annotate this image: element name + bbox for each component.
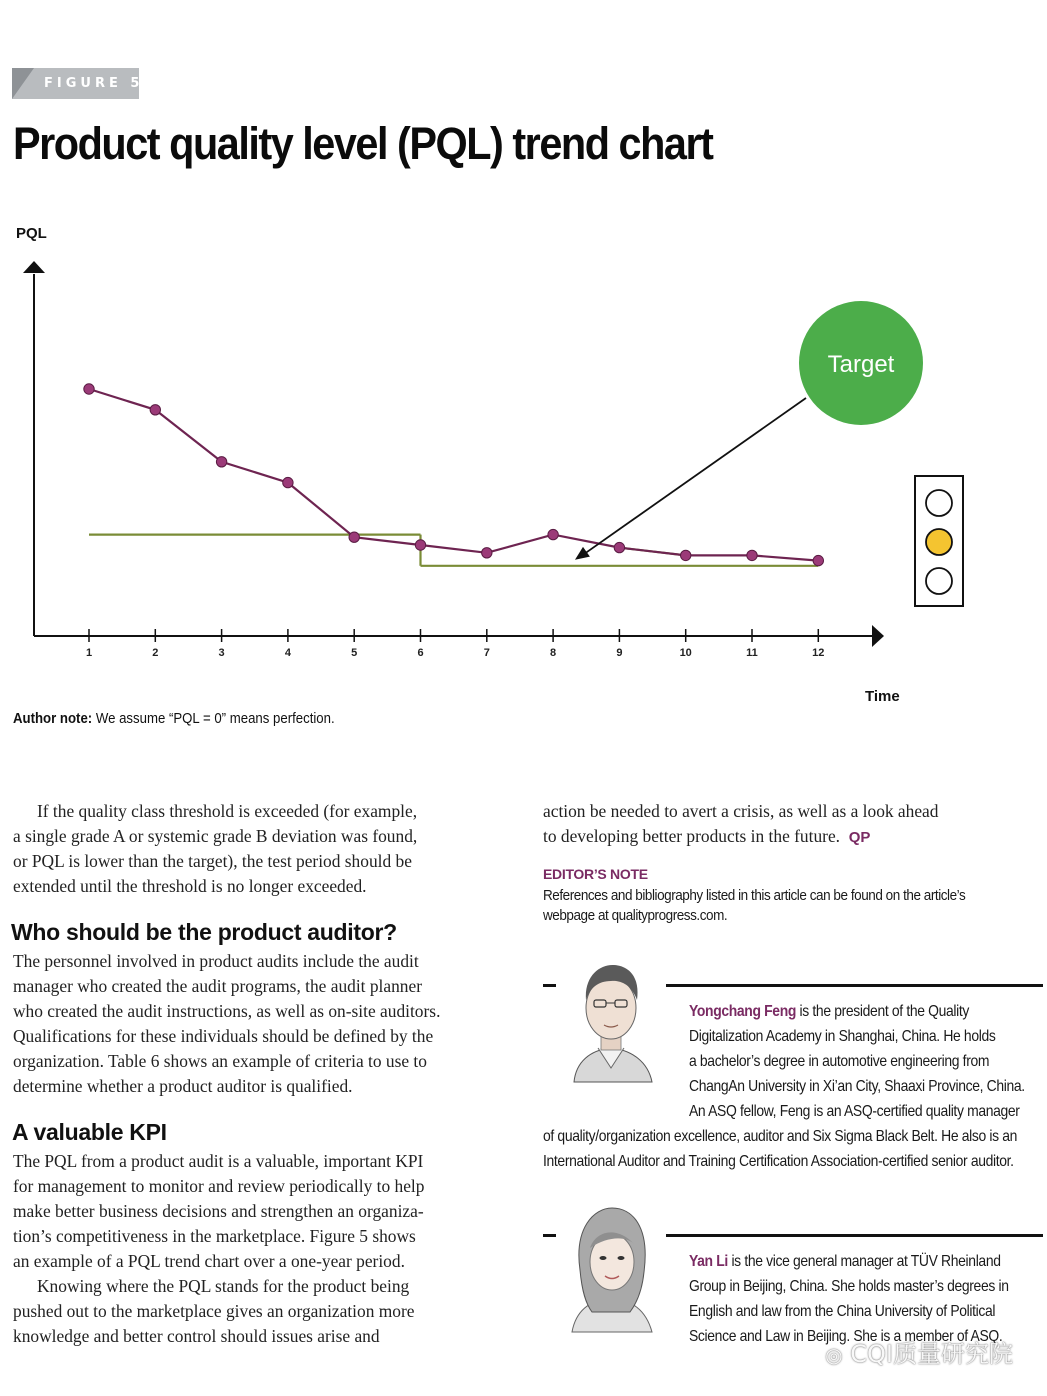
y-axis-arrow (23, 261, 45, 273)
pql-point (150, 405, 160, 415)
x-tick-label: 9 (616, 647, 623, 659)
heading-valuable-kpi: A valuable KPI (12, 1119, 167, 1145)
pql-point (482, 548, 492, 558)
heading-who-auditor: Who should be the product auditor? (11, 919, 397, 945)
left-paragraph-2: The personnel involved in product audits include the audit manager who created the audit programs, the audit planner who created the audit instructions, as well as on-site auditors. Qualifications for these individuals should be defined by the organization. Table 6 shows an example of criteria to use to determine whether a product auditor is qualified. (13, 951, 441, 1096)
bio-feng-part2: of quality/organization excellence, auditor and Six Sigma Black Belt. He also is an International Auditor and Training Certification Association-certified senior auditor. (543, 1128, 1018, 1170)
pql-point (216, 457, 226, 467)
figure-title: Product quality level (PQL) trend chart (13, 118, 713, 169)
x-tick-label: 7 (483, 647, 490, 659)
x-tick-label: 1 (85, 647, 93, 659)
pql-point (681, 550, 691, 560)
editors-note-text: References and bibliography listed in this article can be found on the article’s webpage at qualityprogress.com. (543, 887, 966, 924)
x-axis-label: Time (865, 688, 900, 705)
pql-point (415, 540, 425, 550)
left-paragraph-3: The PQL from a product audit is a valuable, important KPI for management to monitor and review periodically to help make better business decisions and strengthen an organiza- tion’s competitiveness in the marketplace. Figure 5 shows an example of a PQL trend chart over a one-year period. (13, 1151, 425, 1271)
pql-point (747, 550, 757, 560)
author-portrait-feng (556, 950, 666, 1085)
x-tick-label: 5 (351, 647, 358, 659)
pql-point (548, 529, 558, 539)
qp-end-mark: QP (848, 829, 871, 846)
target-label: Target (827, 351, 895, 378)
figure-tag-fold (12, 68, 34, 99)
right-paragraph-1: action be needed to avert a crisis, as well as a look ahead to developing better products in the future. QP (543, 801, 939, 846)
y-axis-label: PQL (16, 225, 47, 242)
x-tick-label: 3 (218, 647, 225, 659)
left-paragraph-4: Knowing where the PQL stands for the product being pushed out to the marketplace gives an organization more knowledge and better control should issues arise and (13, 1276, 415, 1346)
author-note: Author note: We assume “PQL = 0” means perfection. (13, 710, 335, 727)
target-arrow-head (575, 547, 590, 560)
pql-point (813, 555, 823, 565)
traffic-light-bottom (926, 568, 952, 594)
figure-tag-label: FIGURE 5 (44, 76, 144, 91)
bio-feng-part1: Yongchang Feng is the president of the Quality Digitalization Academy in Shanghai, China. He holds a bachelor’s degree in automotive engineering from ChangAn University in Xi’an City, Shaaxi Province, China. An ASQ fellow, Feng is an ASQ-certified quality manager (689, 1003, 1025, 1120)
pql-point (283, 477, 293, 487)
x-axis-arrow (872, 625, 884, 647)
x-tick-label: 11 (746, 647, 758, 659)
x-tick-label: 12 (812, 647, 825, 659)
x-tick-label: 2 (152, 647, 159, 659)
left-paragraph-1: If the quality class threshold is exceeded (for example, a single grade A or systemic grade B deviation was found, or PQL is lower than the target), the test period should be extended until the threshold is no longer exceeded. (13, 801, 418, 896)
pql-point (84, 384, 94, 394)
x-tick-label: 6 (417, 647, 424, 659)
author-portrait-li (556, 1200, 666, 1335)
pql-trend-chart (0, 250, 1047, 670)
target-arrow-line (583, 398, 806, 555)
bio-li: Yan Li is the vice general manager at TÜV Rheinland Group in Beijing, China. She holds master’s degrees in English and law from the China University of Political Science and Law in Beijing. She is a member of ASQ. (689, 1253, 1009, 1345)
x-tick-label: 4 (284, 647, 291, 659)
wechat-icon: ◎ (825, 1343, 843, 1367)
x-tick-label: 8 (550, 647, 557, 659)
editors-note-label: EDITOR’S NOTE (543, 866, 648, 882)
x-tick-label: 10 (679, 647, 692, 659)
watermark: ◎ CQI质量研究院 (825, 1340, 1013, 1368)
traffic-light-top (926, 490, 952, 516)
pql-point (614, 542, 624, 552)
author-name-feng: Yongchang Feng (689, 1003, 797, 1020)
pql-point (349, 532, 359, 542)
author-name-li: Yan Li (689, 1253, 728, 1270)
traffic-light-middle (926, 529, 952, 555)
